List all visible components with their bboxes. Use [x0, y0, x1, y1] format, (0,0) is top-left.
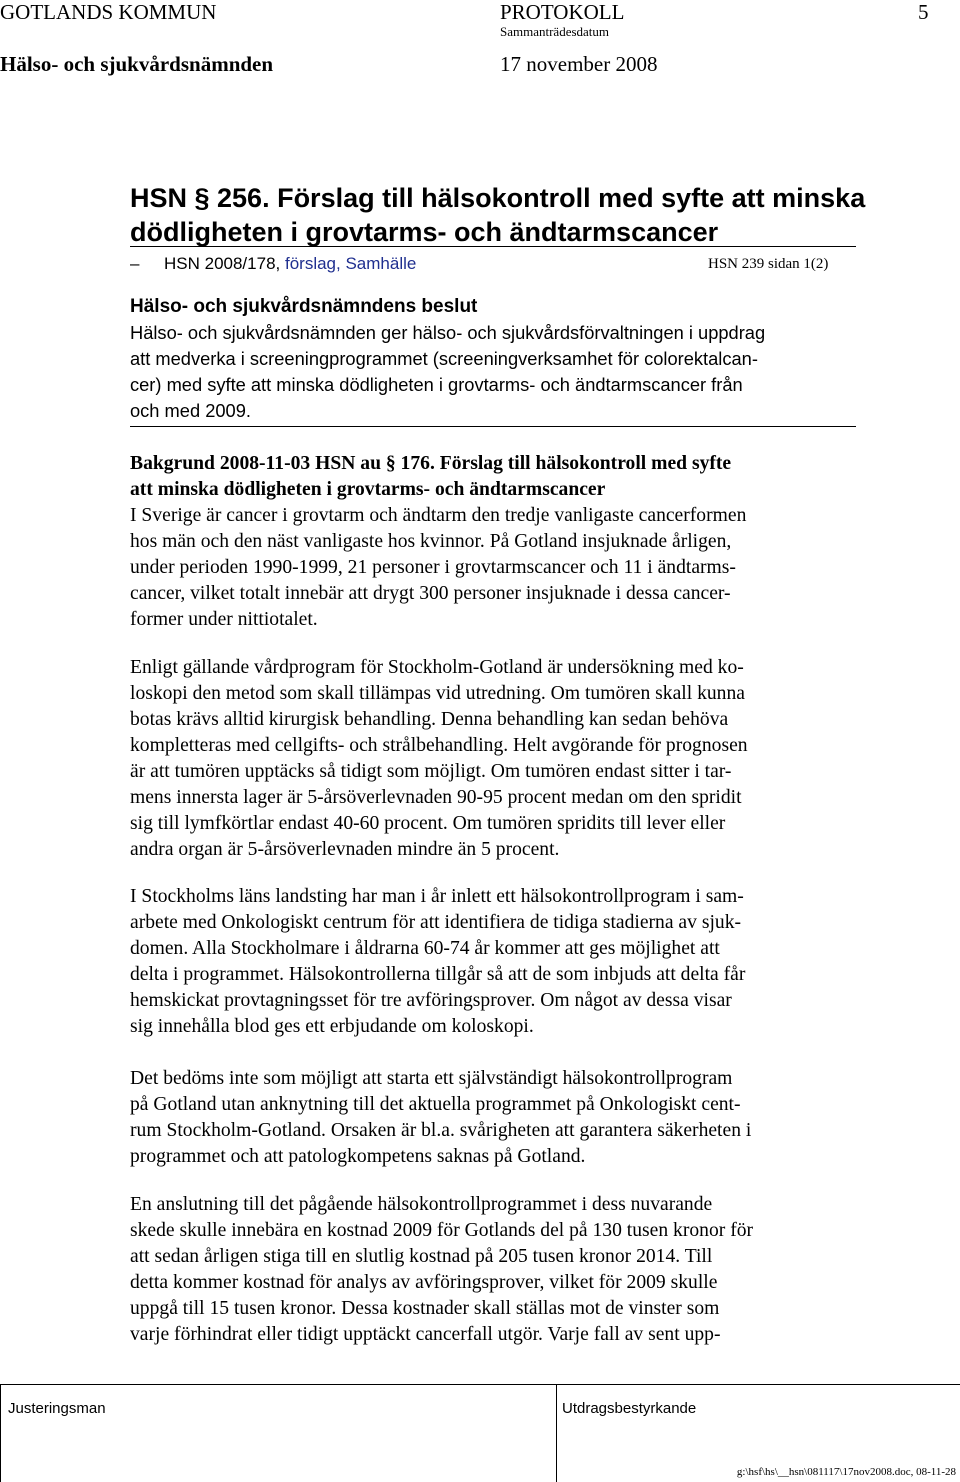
title-rule	[130, 246, 856, 247]
text-line: I Sverige är cancer i grovtarm och ändtarm den tredje vanligaste cancerformen	[130, 505, 747, 526]
text-line: kompletteras med cellgifts- och strålbehandling. Helt avgörande för prognosen	[130, 735, 748, 756]
text-line: programmet och att patologkompetens saknas på Gotland.	[130, 1146, 586, 1167]
appendix-ref: HSN 239 sidan 1(2)	[708, 256, 829, 272]
decision-line: att medverka i screeningprogrammet (screeningverksamhet för colorektalcan-	[130, 348, 758, 369]
meeting-date: 17 november 2008	[500, 52, 658, 76]
case-number: HSN 2008/178,	[164, 254, 281, 273]
paragraph-5	[130, 1192, 846, 1348]
text-line: hemskickat provtagningsset för tre avföringsprover. Om något av dessa visar	[130, 990, 732, 1011]
text-line: domen. Alla Stockholmare i åldrarna 60-74 år kommer att ges möjlighet att	[130, 938, 720, 959]
text-line: detta kommer kostnad för analys av avföringsprover, vilket för 2009 skulle	[130, 1272, 718, 1293]
decision-line: cer) med syfte att minska dödligheten i grovtarms- och ändtarmscancer från	[130, 374, 743, 395]
decision-line: Hälso- och sjukvårdsnämnden ger hälso- och sjukvårdsförvaltningen i uppdrag	[130, 322, 766, 343]
section-title-line-2: dödligheten i grovtarms- och ändtarmscancer	[130, 217, 719, 247]
text-line: I Stockholms läns landsting har man i år inlett ett hälsokontrollprogram i sam-	[130, 886, 744, 907]
paragraph-1	[130, 503, 846, 633]
text-line: delta i programmet. Hälsokontrollerna tillgår så att de som inbjuds att delta får	[130, 964, 746, 985]
text-line: att sedan årligen stiga till en slutlig kostnad på 205 tusen kronor 2014. Till	[130, 1246, 713, 1267]
text-line: hos män och den näst vanligaste hos kvinnor. På Gotland insjuknade årligen,	[130, 531, 732, 552]
background-heading-line: Bakgrund 2008-11-03 HSN au § 176. Förslag till hälsokontroll med syfte	[130, 453, 732, 474]
paragraph-4	[130, 1066, 846, 1170]
text-line: sig innehålla blod ges ett erbjudande om koloskopi.	[130, 1016, 534, 1037]
case-link[interactable]: förslag, Samhälle	[284, 254, 417, 273]
footer-certify-label: Utdragsbestyrkande	[562, 1400, 697, 1417]
text-line: varje förhindrat eller tidigt upptäckt cancerfall utgör. Varje fall av sent upp-	[130, 1324, 721, 1345]
background-heading	[130, 451, 846, 503]
footer-divider	[556, 1384, 557, 1482]
background-heading-line: att minska dödligheten i grovtarms- och ändtarmscancer	[130, 479, 606, 500]
text-line: arbete med Onkologiskt centrum för att identifiera de tidiga stadierna av sjuk-	[130, 912, 742, 933]
footer-rule	[0, 1384, 960, 1385]
doc-type: PROTOKOLL	[500, 0, 625, 24]
text-line: En anslutning till det pågående hälsokontrollprogrammet i dess nuvarande	[130, 1194, 713, 1215]
org-name: GOTLANDS KOMMUN	[0, 0, 217, 24]
text-line: är att tumören upptäcks så tidigt som möjligt. Om tumören endast sitter i tar-	[130, 761, 732, 782]
committee-name: Hälso- och sjukvårdsnämnden	[0, 52, 274, 76]
text-line: Det bedöms inte som möjligt att starta ett självständigt hälsokontrollprogram	[130, 1068, 733, 1089]
text-line: Enligt gällande vårdprogram för Stockholm-Gotland är undersökning med ko-	[130, 657, 744, 678]
text-line: på Gotland utan anknytning till det aktuella programmet på Onkologiskt cent-	[130, 1094, 741, 1115]
text-line: uppgå till 15 tusen kronor. Dessa kostnader skall ställas mot de vinster som	[130, 1298, 720, 1319]
text-line: rum Stockholm-Gotland. Orsaken är bl.a. svårigheten att garantera säkerheten i	[130, 1120, 752, 1141]
text-line: loskopi den metod som skall tillämpas vid utredning. Om tumören skall kunna	[130, 683, 745, 704]
text-line: former under nittiotalet.	[130, 609, 318, 630]
page-number: 5	[918, 0, 929, 24]
decision-heading: Hälso- och sjukvårdsnämndens beslut	[130, 296, 478, 317]
text-line: cancer, vilket totalt innebär att drygt 300 personer insjuknade i dessa cancer-	[130, 583, 731, 604]
text-line: mens innersta lager är 5-årsöverlevnaden 90-95 procent medan om den spridit	[130, 787, 742, 808]
section-title-line-1: HSN § 256. Förslag till hälsokontroll med syfte att minska	[130, 183, 866, 213]
paragraph-2	[130, 655, 846, 863]
decision-text	[130, 320, 850, 424]
case-reference	[164, 254, 416, 274]
text-line: skede skulle innebära en kostnad 2009 för Gotlands del på 130 tusen kronor för	[130, 1220, 754, 1241]
text-line: sig till lymfkörtlar endast 40-60 procent. Om tumören spridits till lever eller	[130, 813, 726, 834]
footer-file-path: g:\hsf\hs\__hsn\081117\17nov2008.doc, 08-11-28	[736, 1466, 956, 1478]
text-line: andra organ är 5-årsöverlevnaden mindre än 5 procent.	[130, 839, 560, 860]
paragraph-3	[130, 884, 846, 1040]
footer-left-border	[0, 1384, 1, 1482]
decision-line: och med 2009.	[130, 400, 251, 421]
meta-dash: –	[130, 254, 140, 273]
footer-signer-label: Justeringsman	[8, 1400, 106, 1417]
text-line: under perioden 1990-1999, 21 personer i grovtarmscancer och 11 i ändtarms-	[130, 557, 736, 578]
text-line: botas krävs alltid kirurgisk behandling. Denna behandling kan sedan behöva	[130, 709, 729, 730]
date-label: Sammanträdesdatum	[500, 24, 610, 39]
decision-rule	[130, 426, 856, 427]
